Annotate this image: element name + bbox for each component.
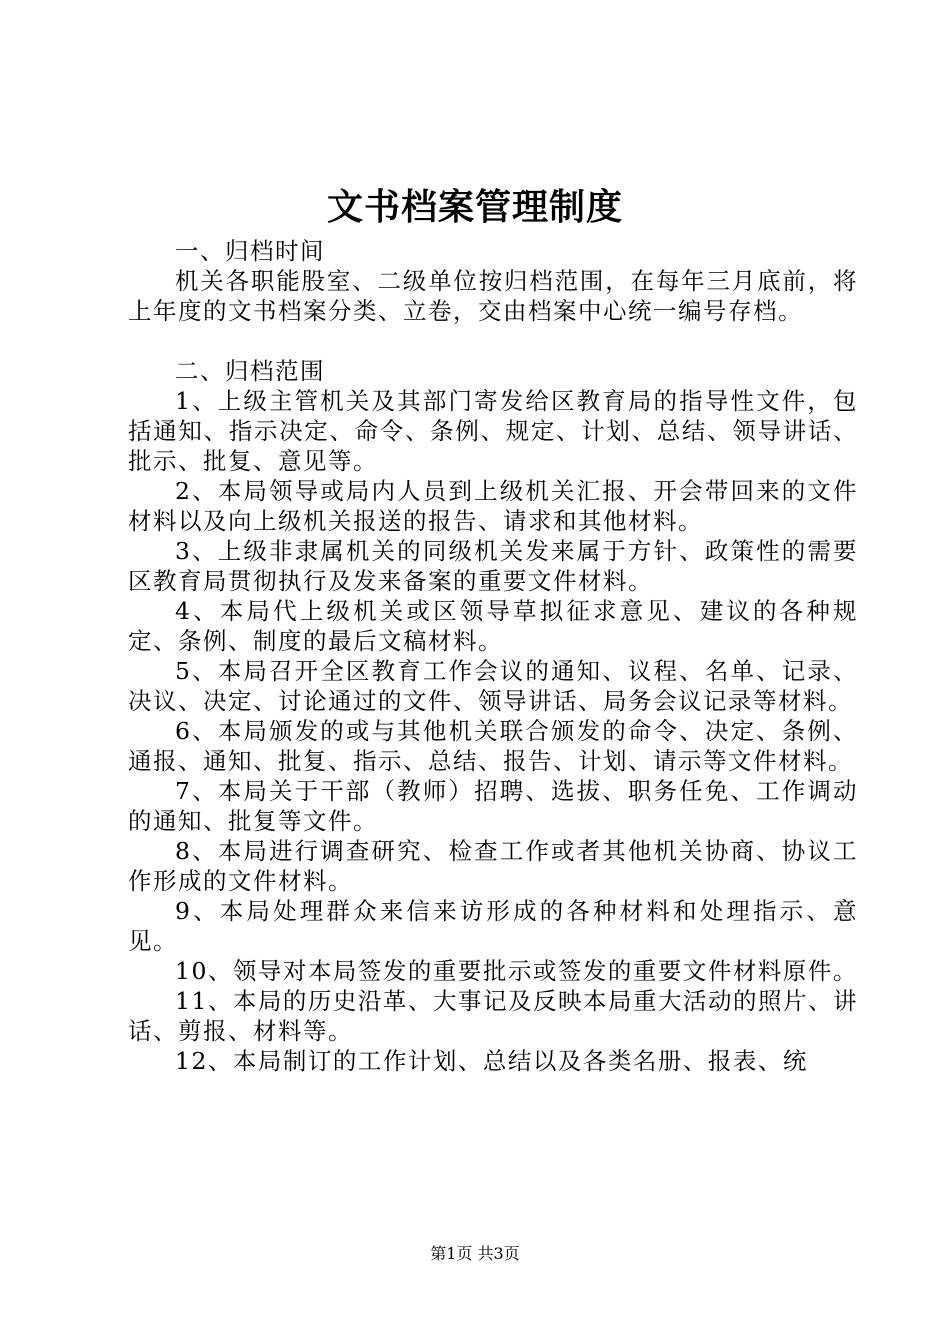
scope-item-8: 8、本局进行调查研究、检查工作或者其他机关协商、协议工作形成的文件材料。 — [128, 837, 858, 895]
scope-item-2: 2、本局领导或局内人员到上级机关汇报、开会带回来的文件材料以及向上级机关报送的报告、请求和其他材料。 — [128, 477, 858, 535]
scope-item-3: 3、上级非隶属机关的同级机关发来属于方针、政策性的需要区教育局贯彻执行及发来备案的重要文件材料。 — [128, 537, 858, 595]
scope-item-12: 12、本局制订的工作计划、总结以及各类名册、报表、统 — [175, 1047, 808, 1075]
paragraph-gap — [128, 326, 858, 356]
document-title: 文书档案管理制度 — [326, 186, 623, 228]
section-text-archive-time: 机关各职能股室、二级单位按归档范围，在每年三月底前，将上年度的文书档案分类、立卷，交由档案中心统一编号存档。 — [128, 267, 858, 325]
scope-item-10: 10、领导对本局签发的重要批示或签发的重要文件材料原件。 — [175, 957, 858, 985]
scope-item-5: 5、本局召开全区教育工作会议的通知、议程、名单、记录、决议、决定、讨论通过的文件、领导讲话、局务会议记录等材料。 — [128, 657, 858, 715]
section-heading-archive-scope: 二、归档范围 — [175, 357, 325, 385]
scope-item-6: 6、本局颁发的或与其他机关联合颁发的命令、决定、条例、通报、通知、批复、指示、总结、报告、计划、请示等文件材料。 — [128, 717, 858, 775]
document-body — [128, 236, 858, 1076]
section-heading-archive-time: 一、归档时间 — [175, 237, 325, 265]
scope-item-9: 9、本局处理群众来信来访形成的各种材料和处理指示、意见。 — [128, 897, 858, 955]
page-footer: 第1页 共3页 — [430, 1244, 520, 1263]
scope-item-7: 7、本局关于干部（教师）招聘、选拔、职务任免、工作调动的通知、批复等文件。 — [128, 777, 858, 835]
scope-item-1: 1、上级主管机关及其部门寄发给区教育局的指导性文件，包括通知、指示决定、命令、条例、规定、计划、总结、领导讲话、批示、批复、意见等。 — [128, 387, 858, 475]
scope-item-11: 11、本局的历史沿革、大事记及反映本局重大活动的照片、讲话、剪报、材料等。 — [128, 987, 858, 1045]
scope-item-4: 4、本局代上级机关或区领导草拟征求意见、建议的各种规定、条例、制度的最后文稿材料。 — [128, 597, 858, 655]
